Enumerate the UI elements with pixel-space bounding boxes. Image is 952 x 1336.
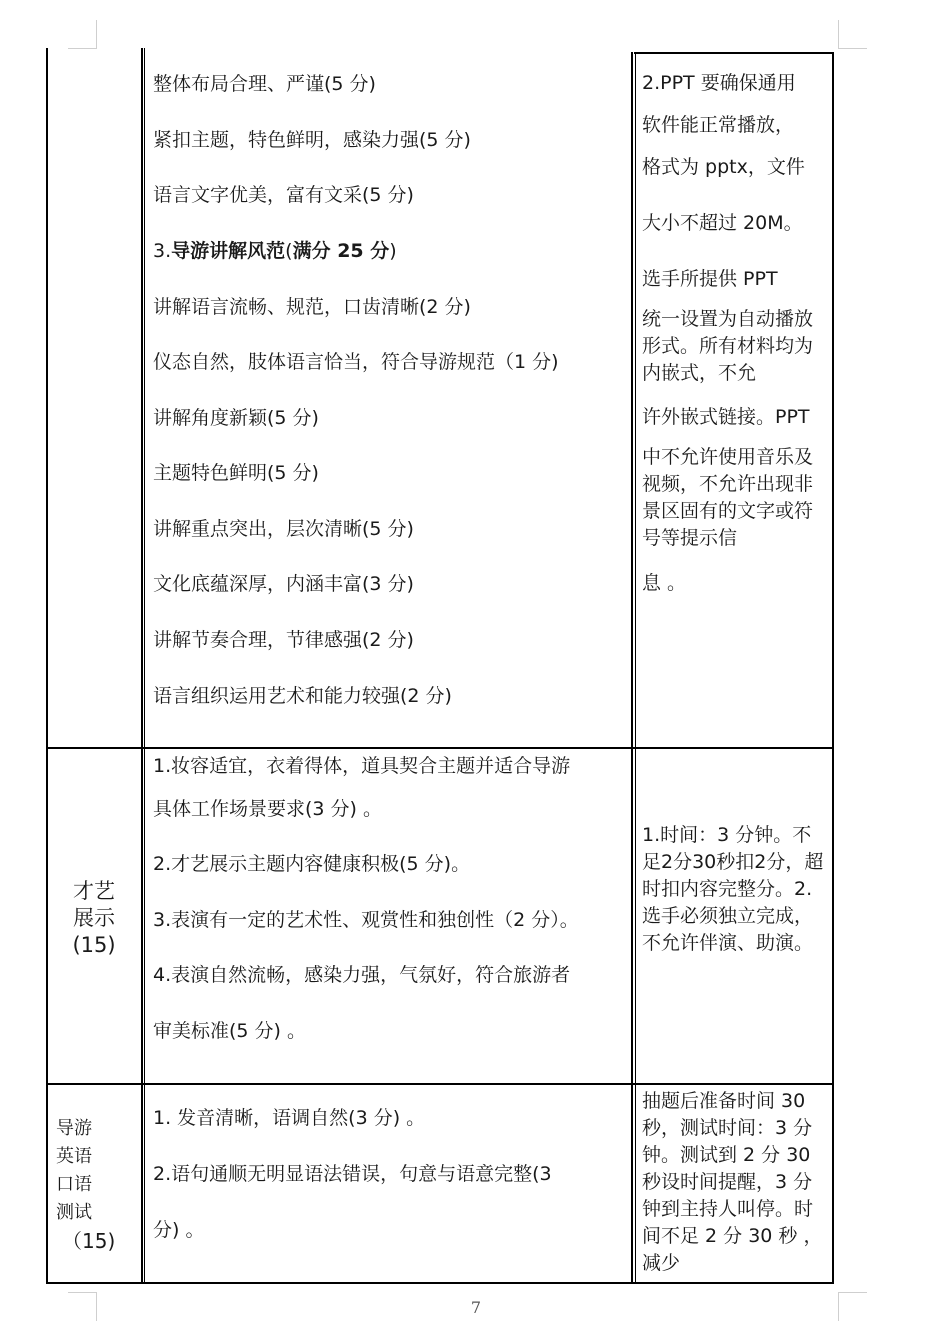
- criterion-text: 主题特色鲜明(5 分): [153, 462, 319, 484]
- table-bottom-border: [46, 1282, 834, 1284]
- paren-close: ): [389, 240, 397, 262]
- category-score: （15): [62, 1229, 116, 1253]
- table-border-left: [46, 48, 48, 1284]
- category-cell: [48, 878, 140, 959]
- category-label: 英语: [56, 1146, 92, 1167]
- category-score: (15): [72, 933, 116, 957]
- criterion-text: 讲解重点突出，层次清晰(5 分): [153, 518, 414, 540]
- criterion-text: 审美标准(5 分) 。: [153, 1020, 306, 1042]
- table-divider-category-inner: [144, 48, 145, 1284]
- criterion-text: 整体布局合理、严谨(5 分): [153, 73, 376, 95]
- category-label: 口语: [56, 1174, 92, 1195]
- criterion-text: 紧扣主题，特色鲜明，感染力强(5 分): [153, 129, 471, 151]
- criterion-text: 讲解语言流畅、规范，口齿清晰(2 分): [153, 296, 471, 318]
- category-label: 才艺: [73, 879, 115, 903]
- section-title: 导游讲解风范: [171, 240, 286, 262]
- note-text: 1.时间：3 分钟。不足2分30秒扣2分，超时扣内容完整分。2.选手必须独立完成，不允许伴演、助演。: [642, 824, 824, 954]
- criterion-text: 语言文字优美，富有文采(5 分): [153, 184, 414, 206]
- note-text: 选手所提供 PPT: [642, 268, 778, 290]
- category-label: 展示: [73, 906, 115, 930]
- criterion-text: 分) 。: [153, 1219, 205, 1241]
- criterion-text: 1. 发音清晰，语调自然(3 分) 。: [153, 1107, 426, 1129]
- table-divider-category: [141, 48, 143, 1284]
- criterion-text: 讲解节奏合理，节律感强(2 分): [153, 629, 414, 651]
- note-text: 大小不超过 20M。: [642, 212, 803, 234]
- section-number: 3.: [153, 240, 172, 262]
- table-divider-notes: [631, 52, 633, 1284]
- row-divider-2: [46, 1083, 834, 1085]
- criterion-text: 1.妆容适宜，衣着得体，道具契合主题并适合导游: [153, 755, 571, 777]
- note-text: 中不允许使用音乐及视频，不允许出现非景区固有的文字或符号等提示信: [642, 446, 814, 549]
- crop-mark-top-right: [838, 20, 867, 49]
- criterion-text: 2.语句通顺无明显语法错误，句意与语意完整(3: [153, 1163, 552, 1185]
- note-text: 格式为 pptx，文件: [642, 156, 805, 178]
- page-number: 7: [470, 1298, 482, 1317]
- table-divider-notes-inner: [635, 52, 636, 1284]
- criterion-text: 语言组织运用艺术和能力较强(2 分): [153, 685, 452, 707]
- section-score: 满分 25 分: [292, 240, 390, 262]
- note-text: 2.PPT 要确保通用: [642, 72, 796, 94]
- criterion-text: 3.表演有一定的艺术性、观赏性和独创性（2 分）。: [153, 909, 579, 931]
- note-text: 统一设置为自动播放形式。所有材料均为内嵌式，不允: [642, 308, 814, 384]
- note-text: 息 。: [642, 572, 687, 594]
- paren-open: (: [285, 240, 293, 262]
- category-label: 测试: [56, 1202, 92, 1223]
- table-top-border-notes: [634, 52, 834, 54]
- note-text: 抽题后准备时间 30 秒，测试时间：3 分钟。测试到 2 分 30 秒设时间提醒，3 分钟到主持人叫停。时 间不足 2 分 30 秒 ，减少: [642, 1090, 823, 1274]
- crop-mark-top-left: [68, 20, 97, 49]
- criterion-text: 仪态自然，肢体语言恰当，符合导游规范（1 分): [153, 351, 559, 373]
- criterion-text: 讲解角度新颖(5 分): [153, 407, 319, 429]
- criterion-text: 2.才艺展示主题内容健康积极(5 分)。: [153, 853, 471, 875]
- criterion-text: 文化底蕴深厚，内涵丰富(3 分): [153, 573, 414, 595]
- category-cell: [52, 1115, 128, 1255]
- note-text: 许外嵌式链接。PPT: [642, 406, 810, 428]
- row-divider-1: [46, 747, 834, 749]
- category-label: 导游: [56, 1118, 92, 1139]
- section-heading: [153, 239, 397, 263]
- criterion-text: 4.表演自然流畅，感染力强，气氛好，符合旅游者: [153, 964, 571, 986]
- table-border-right: [832, 52, 834, 1284]
- criterion-text: 具体工作场景要求(3 分) 。: [153, 798, 382, 820]
- note-text: 软件能正常播放，: [642, 114, 795, 136]
